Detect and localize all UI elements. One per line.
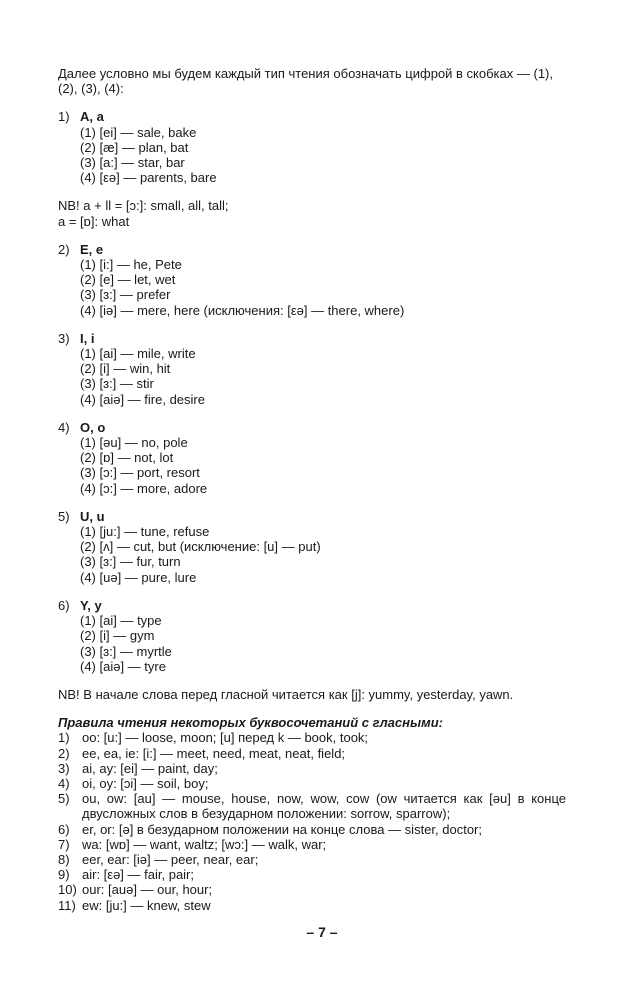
reading-line: (2) [æ] — plan, bat xyxy=(80,139,189,155)
section-number: 3) xyxy=(58,330,70,346)
reading-line: (4) [ɔ:] — more, adore xyxy=(80,480,208,496)
rule-text: eer, ear: [iə] — peer, near, ear; xyxy=(82,851,259,867)
rules-heading: Правила чтения некоторых буквосочетаний с гласными: xyxy=(58,715,443,731)
nb-note-y: NB! В начале слова перед гласной читается как [j]: yummy, yesterday, yawn. xyxy=(58,686,514,702)
rule-text: our: [auə] — our, hour; xyxy=(82,882,213,898)
intro-paragraph: Далее условно мы будем каждый тип чтения обозначать цифрой в скобках — (1), (2), (3), (4): xyxy=(58,66,553,97)
reading-line: (2) [ɒ] — not, lot xyxy=(80,450,174,466)
section-o xyxy=(58,420,566,496)
page-number: – 7 – xyxy=(306,924,338,940)
reading-line: (1) [əu] — no, pole xyxy=(80,435,188,451)
nb-line: NB! a + ll = [ɔ:]: small, all, tall; xyxy=(58,198,229,214)
nb-note-a xyxy=(58,198,566,228)
rule-text: air: [εə] — fair, pair; xyxy=(82,867,194,883)
rule-text: ai, ay: [ei] — paint, day; xyxy=(82,760,218,776)
section-a xyxy=(58,109,566,185)
reading-line: (1) [ju:] — tune, refuse xyxy=(80,524,210,540)
section-u xyxy=(58,509,566,585)
rule-item xyxy=(58,746,566,761)
reading-line: (3) [ɔ:] — port, resort xyxy=(80,465,200,481)
rule-number: 1) xyxy=(58,730,70,746)
rule-text: oo: [u:] — loose, moon; [u] перед k — book, took; xyxy=(82,730,369,746)
rules-list xyxy=(58,730,566,912)
rule-item xyxy=(58,761,566,776)
section-y xyxy=(58,598,566,674)
reading-line: (1) [ai] — type xyxy=(80,613,162,629)
section-number: 5) xyxy=(58,508,70,524)
rule-item xyxy=(58,822,566,837)
rule-text: ou, ow: [au] — mouse, house, now, wow, cow (ow читается как [əu] в конце двусложных слов в безударном положении: sorrow, sparrow); xyxy=(82,791,566,822)
reading-line: (3) [a:] — star, bar xyxy=(80,155,185,171)
rule-number: 7) xyxy=(58,836,70,852)
reading-line: (2) [i] — win, hit xyxy=(80,361,171,377)
rule-number: 3) xyxy=(58,760,70,776)
reading-line: (3) [ɜ:] — fur, turn xyxy=(80,554,181,570)
rule-item xyxy=(58,730,566,745)
rule-text: er, or: [ə] в безударном положении на конце слова — sister, doctor; xyxy=(82,821,482,837)
rule-text: ew: [ju:] — knew, stew xyxy=(82,897,211,913)
reading-line: (2) [ʌ] — cut, but (исключение: [u] — put) xyxy=(80,539,321,555)
rule-text: ee, ea, ie: [i:] — meet, need, meat, neat, field; xyxy=(82,745,346,761)
rule-number: 2) xyxy=(58,745,70,761)
rule-item xyxy=(58,776,566,791)
rule-item xyxy=(58,882,566,897)
rule-number: 9) xyxy=(58,867,70,883)
rule-text: oi, oy: [ɔi] — soil, boy; xyxy=(82,775,209,791)
section-number: 1) xyxy=(58,109,70,125)
rule-item xyxy=(58,791,566,821)
section-heading: U, u xyxy=(80,508,105,524)
section-heading: I, i xyxy=(80,330,95,346)
rule-number: 6) xyxy=(58,821,70,837)
rule-number: 8) xyxy=(58,851,70,867)
reading-line: (1) [ei] — sale, bake xyxy=(80,124,197,140)
rule-number: 4) xyxy=(58,775,70,791)
section-number: 4) xyxy=(58,419,70,435)
section-number: 2) xyxy=(58,241,70,257)
reading-line: (4) [aiə] — fire, desire xyxy=(80,391,205,407)
reading-line: (1) [i:] — he, Pete xyxy=(80,257,182,273)
rule-item xyxy=(58,867,566,882)
section-heading: A, a xyxy=(80,109,104,125)
reading-line: (4) [uə] — pure, lure xyxy=(80,569,197,585)
rule-text: wa: [wɒ] — want, waltz; [wɔ:] — walk, war; xyxy=(82,836,327,852)
reading-line: (2) [e] — let, wet xyxy=(80,272,176,288)
section-number: 6) xyxy=(58,597,70,613)
rule-item xyxy=(58,837,566,852)
rule-item xyxy=(58,898,566,913)
rule-number: 5) xyxy=(58,791,70,807)
document-page xyxy=(58,66,566,913)
reading-line: (4) [iə] — mere, here (исключения: [εə] — there, where) xyxy=(80,302,405,318)
section-i xyxy=(58,331,566,407)
reading-line: (3) [ɜ:] — myrtle xyxy=(80,643,172,659)
rule-number: 10) xyxy=(58,882,77,898)
reading-line: (4) [aiə] — tyre xyxy=(80,658,166,674)
reading-line: (1) [ai] — mile, write xyxy=(80,346,196,362)
reading-line: (4) [εə] — parents, bare xyxy=(80,170,217,186)
reading-line: (3) [ɜ:] — prefer xyxy=(80,287,171,303)
reading-line: (3) [ɜ:] — stir xyxy=(80,376,154,392)
section-heading: O, o xyxy=(80,419,106,435)
section-heading: E, e xyxy=(80,241,104,257)
reading-line: (2) [i] — gym xyxy=(80,628,155,644)
rule-item xyxy=(58,852,566,867)
section-heading: Y, y xyxy=(80,597,102,613)
nb-line: a = [ɒ]: what xyxy=(58,213,130,229)
section-e xyxy=(58,242,566,318)
rule-number: 11) xyxy=(58,897,76,913)
